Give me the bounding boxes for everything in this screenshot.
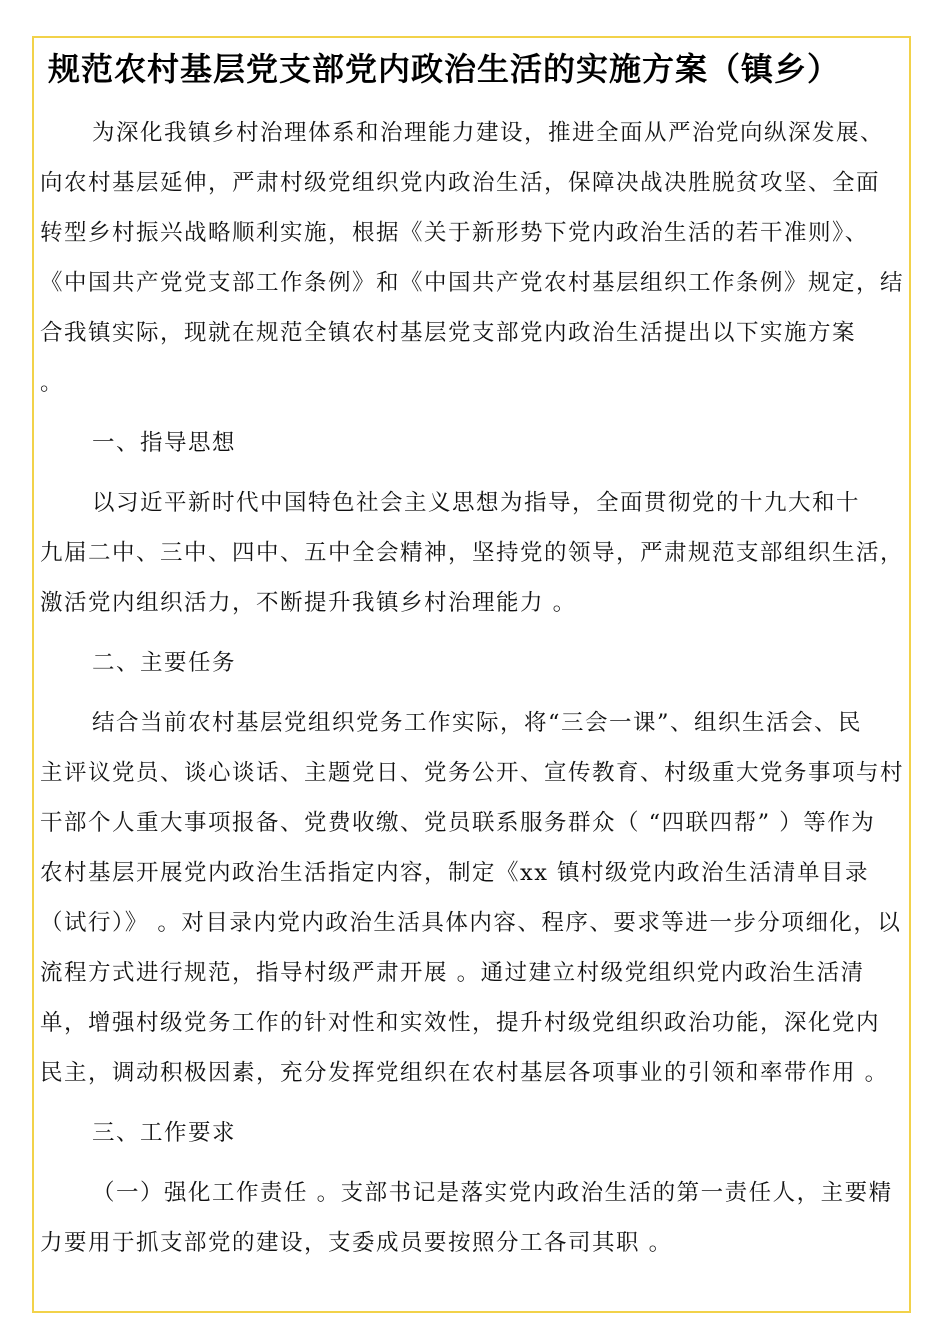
paragraph-line: 结合当前农村基层党组织党务工作实际，将“三会一课”、组织生活会、民 bbox=[92, 710, 863, 736]
paragraph-line: 转型乡村振兴战略顺利实施，根据《关于新形势下党内政治生活的若干准则》、 bbox=[40, 220, 869, 246]
section-heading: 三、工作要求 bbox=[92, 1120, 237, 1146]
paragraph-line: 为深化我镇乡村治理体系和治理能力建设，推进全面从严治党向纵深发展、 bbox=[92, 120, 885, 146]
paragraph-line: 干部个人重大事项报备、党费收缴、党员联系服务群众（ “四联四帮” ）等作为 bbox=[40, 810, 876, 836]
paragraph-line: 激活党内组织活力，不断提升我镇乡村治理能力 。 bbox=[40, 590, 577, 616]
paragraph-line: 流程方式进行规范，指导村级严肃开展 。通过建立村级党组织党内政治生活清 bbox=[40, 960, 865, 986]
document-body bbox=[40, 108, 912, 1268]
section-heading: 一、指导思想 bbox=[92, 430, 237, 456]
paragraph-line: 民主，调动积极因素，充分发挥党组织在农村基层各项事业的引领和率带作用 。 bbox=[40, 1060, 889, 1086]
paragraph-line: 向农村基层延伸，严肃村级党组织党内政治生活，保障决战决胜脱贫攻坚、全面 bbox=[40, 170, 881, 196]
section-heading: 二、主要任务 bbox=[92, 650, 237, 676]
paragraph-line: （一）强化工作责任 。支部书记是落实党内政治生活的第一责任人，主要精 bbox=[92, 1180, 893, 1206]
paragraph-line: 单，增强村级党务工作的针对性和实效性，提升村级党组织政治功能，深化党内 bbox=[40, 1010, 881, 1036]
paragraph-line: 九届二中、三中、四中、五中全会精神，坚持党的领导，严肃规范支部组织生活， bbox=[40, 540, 905, 566]
paragraph-line: 主评议党员、谈心谈话、主题党日、党务公开、宣传教育、村级重大党务事项与村 bbox=[40, 760, 905, 786]
paragraph-line: 农村基层开展党内政治生活指定内容，制定《xx 镇村级党内政治生活清单目录 bbox=[40, 860, 870, 886]
paragraph-line: 以习近平新时代中国特色社会主义思想为指导，全面贯彻党的十九大和十 bbox=[92, 490, 861, 516]
paragraph-line: 合我镇实际，现就在规范全镇农村基层党支部党内政治生活提出以下实施方案 bbox=[40, 320, 857, 346]
paragraph-line: （试行）》 。对目录内党内政治生活具体内容、程序、要求等进一步分项细化，以 bbox=[40, 910, 902, 936]
paragraph-line: 。 bbox=[40, 370, 65, 396]
paragraph-line: 力要用于抓支部党的建设，支委成员要按照分工各司其职 。 bbox=[40, 1230, 673, 1256]
document-title: 规范农村基层党支部党内政治生活的实施方案（镇乡） bbox=[48, 50, 841, 88]
paragraph-line: 《中国共产党党支部工作条例》和《中国共产党农村基层组织工作条例》规定，结 bbox=[40, 270, 905, 296]
